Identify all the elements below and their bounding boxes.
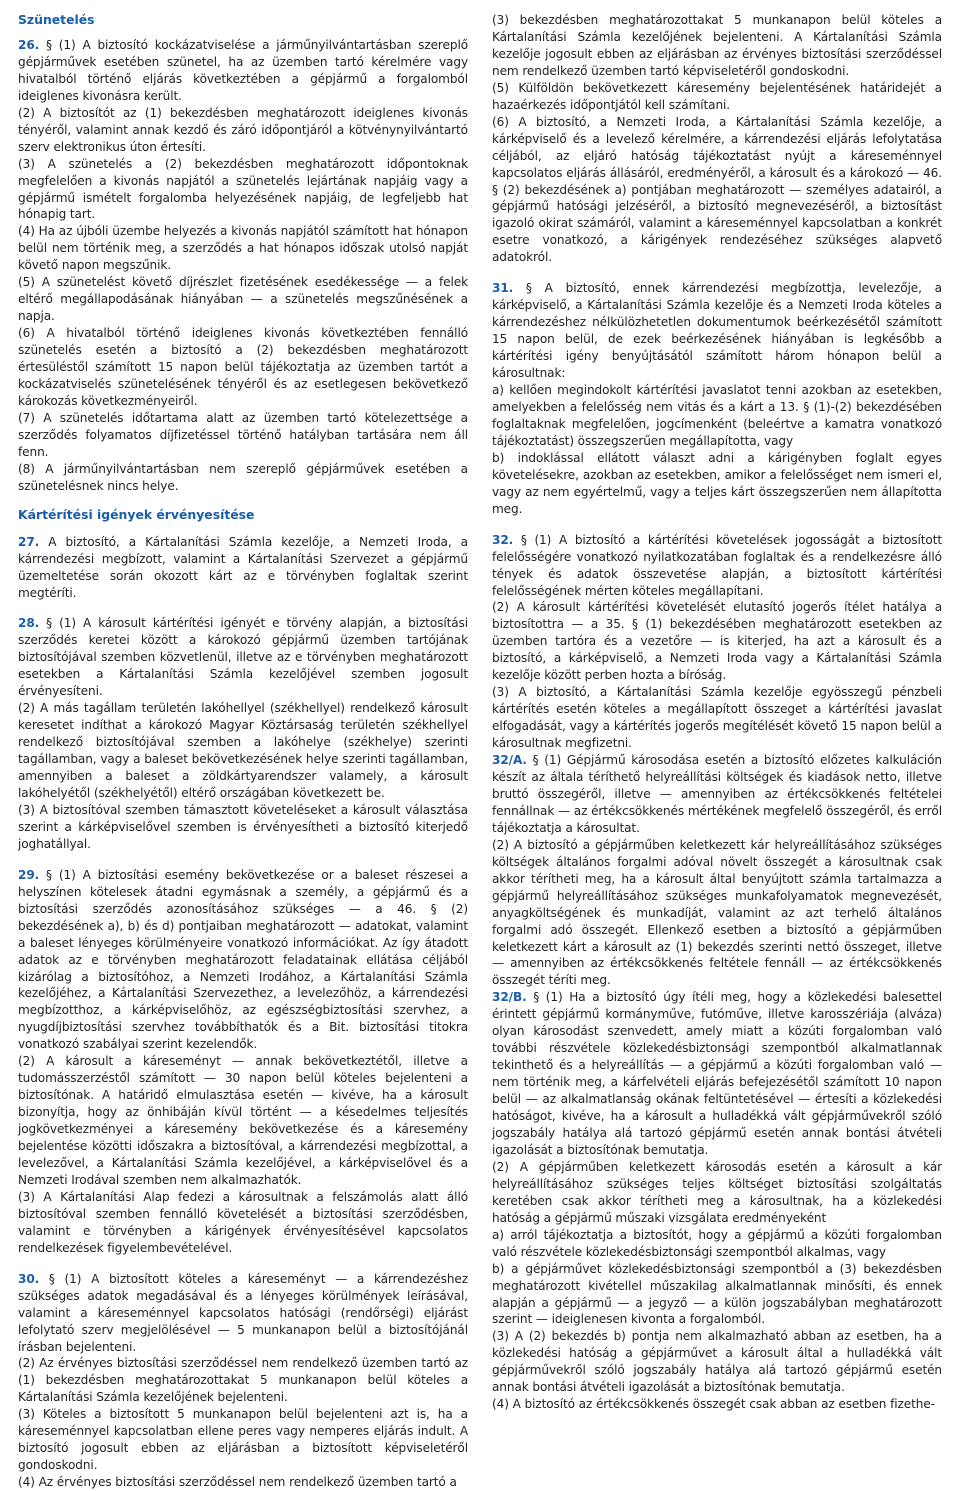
section-26-p1 xyxy=(18,37,468,105)
section-32-p1 xyxy=(492,532,942,600)
section-32-p3: (3) A biztosító, a Kártalanítási Számla kezelője egyösszegű pénzbeli kártérítés esetén köteles a megállapított összeget a kártérítési javaslat elfogadását, vagy a kártérítés jogerős megítélését követő 15 napon belül a károsultnak megfizetni. xyxy=(492,685,942,751)
section-26-p2: (2) A biztosítót az (1) bekezdésben meghatározott ideiglenes kivonás tényéről, valamint annak kezdő és záró időpontjáról a kötvénynyilvántartó szerv elektronikus úton értesíti. xyxy=(18,105,468,154)
section-26-p6: (6) A hivatalból történő ideiglenes kivonás következtében fennálló szünetelés esetén a biztosító a (2) bekezdésben meghatározott értesüléstől számított 15 napon belül tájékoztatja az üzemben tartót a kockázatviselés szünetelésének tényéről és az esetlegesen bekövetkező károkozás következményeiről. xyxy=(18,326,468,408)
section-32-p2: (2) A károsult kártérítési követelését elutasító jogerős ítélet hatálya a biztosítottra — a 35. § (1) bekezdésében meghatározott esetekben az üzemben tartóra és a vezetőre — is kiterjed, ha azt a károsult és a biztosító, a kárképviselő, a Nemzeti Iroda vagy a Kártalanítási Számla kezelője között perben hozta a bíróság. xyxy=(492,600,942,683)
heading-claims: Kártérítési igények érvényesítése xyxy=(18,506,255,522)
section-31-p2: a) kellően megindokolt kártérítési javaslatot tenni azokban az esetekben, amelyekben a felelősség nem vitás és a kárt a 13. § (1)-(2) bekezdésében foglaltaknak megfelelően, jogcímenként (beleértve a kamatra vonatkozó tájékoztatást) összegszerűen megállapította, vagy xyxy=(492,383,942,448)
section-number: 32/B. xyxy=(492,990,527,1005)
heading-suspension: Szünetelés xyxy=(18,12,95,27)
paragraph-text: A biztosító, a Kártalanítási Számla kezelője, a Nemzeti Iroda, a kárrendezési megbízott, valamint a Kártalanítási Szervezet a gépjármű üzemeltetése során okozott kárt az e törvényben foglaltak szerint megtéríti. xyxy=(18,534,468,600)
section-number: 29. xyxy=(18,867,40,882)
paragraph-text: § (1) Ha a biztosító úgy ítéli meg, hogy a közlekedési balesettel érintett gépjármű kormányműve, futóműve, illetve karosszériája (alváza) olyan károsodást szenvedett, amely miatt a közúti forgalomban való további részvétele közlekedésbiztonsági szempontból alkalmatlannak tekinthető és a helyreállítás — a gépjármű a közúti forgalomban való — nem történik meg, a kárfelvételi eljárás befejezésétől számított 10 napon belül — az alkalmatlanság okának feltüntetésével — értesíti a közlekedési hatóságot, kivéve, ha a károsult a hulladékká vált gépjárművekről szóló jogszabály hatálya alá tartozó gépjármű esetén annak bontási átvételi igazolását a biztosítónak bemutatja. xyxy=(492,990,942,1157)
right-column xyxy=(492,12,942,1412)
paragraph-text: § (1) A biztosítási esemény bekövetkezése or a baleset részesei a helyszínen kötelesek átadni egymásnak a személy, a gépjármű és a biztosítási szerződés azonosításához szükséges — a 46. § (2) bekezdésének a), b) és d) pontjaiban meghatározott — adatokat, valamint a baleset lényeges körülményeire vonatkozó információkat. Az így átadott adatok az e törvényben meghatározott feladatainak ellátása céljából kizárólag a biztosítóhoz, a Nemzeti Irodához, a Kártalanítási Számla kezelőjéhez, a Kártalanítási Szervezethez, a levelezőhöz, a kárrendezési megbízotthoz, a kárképviselőhöz, az egészségbiztosítási szervhez, a nyugdíjbiztosítási szervhez továbbíthatók és a Bit. biztosítási titokra vonatkozó szabályai szerint kezelendők. xyxy=(18,867,469,1052)
section-32b-p2: (2) A gépjárműben keletkezett károsodás esetén a károsult a kár helyreállításához szükséges teljes költséget biztosítási szolgáltatás keretében csak akkor térítheti meg a károsultnak, ha a közlekedési hatóság a gépjármű műszaki vizsgálata eredményeként xyxy=(492,1159,942,1225)
section-32b-p1 xyxy=(492,989,942,1159)
section-number: 28. xyxy=(18,616,40,631)
section-30-cont-p2: (5) Külföldön bekövetkezett káresemény bejelentésének határidejét a hazaérkezés időpontjától kell számítani. xyxy=(492,80,942,112)
section-number: 27. xyxy=(18,534,40,549)
section-32b-p4: b) a gépjárművet közlekedésbiztonsági szempontból a (3) bekezdésben meghatározott kivétellel műszakilag alkalmatlannak minősíti, és ennek alapján a gépjármű — a jegyző — a külön jogszabályban meghatározott szerint — ideiglenesen kivonta a forgalomból. xyxy=(492,1261,942,1327)
section-30-p4: (4) Az érvényes biztosítási szerződéssel nem rendelkező üzemben tartó a xyxy=(18,1475,457,1490)
section-30-cont-p1: (3) bekezdésben meghatározottakat 5 munkanapon belül köteles a Kártalanítási Számla kezelőjének bejelenteni. A Kártalanítási Számla kezelője jogosult ebben az eljárásban az érvényes biztosítási szerződéssel nem rendelkező üzemben tartó képviseletéről gondoskodni. xyxy=(492,13,942,78)
paragraph-text: § (1) Gépjármű károsodása esetén a biztosító előzetes kalkuláción készít az általa téríthető helyreállítási költségek és kiadások netto, illetve bruttó összegéről, illetve — amennyiben az értékcsökkenés feltételei fennállnak — az értékcsökkenés mértékének megfelelő összegéről, és erről tájékoztatja a károsultat. xyxy=(492,753,942,835)
section-32b-p6: (4) A biztosító az értékcsökkenés összegét csak abban az esetben fizethe- xyxy=(492,1397,935,1412)
section-26-p5: (5) A szünetelést követő díjrészlet fizetésének esedékessége — a felek eltérő megállapodásának hiányában — a szünetelés megszűnésének a napja. xyxy=(18,275,468,324)
section-31-p1 xyxy=(492,280,942,382)
section-number: 26. xyxy=(18,37,40,52)
section-32a-p2: (2) A biztosító a gépjárműben keletkezett kár helyreállításához szükséges költségek általános forgalmi adóval növelt összegét a károsultnak csak akkor térítheti meg, ha a károsult által benyújtott számla tartalmazza a gépjármű helyreállításához szükséges munkafolyamatok megnevezését, anyagköltségének és munkadíját, valamint az azt terhelő általános forgalmi adó összegét. Ellenkező esetben a biztosító a gépjárműben keletkezett kárt a károsult az (1) bekezdés szerinti nettó összeget, illetve — amennyiben az értékcsökkenés feltétele fennáll — az értékcsökkenés összegét téríti meg. xyxy=(492,837,942,988)
section-number: 32. xyxy=(492,532,514,547)
section-number: 30. xyxy=(18,1271,40,1286)
section-28-p2: (2) A más tagállam területén lakóhellyel (székhellyel) rendelkező károsult keresetet indíthat a károkozó Magyar Köztársaság területén székhellyel rendelkező biztosítójával szemben a lakóhelye (székhelye) szerinti tagállamban, vagy a baleset bekövetkezésének helye szerinti tagállamban, amennyiben a baleset a zöldkártyarendszer valamely, a károsult lakóhelyétől (székhelyétől) eltérő országában következett be. xyxy=(18,701,468,800)
left-column xyxy=(18,12,469,1490)
section-29-p2: (2) A károsult a káreseményt — annak bekövetkeztétől, illetve a tudomásszerzéstől számított — 30 napon belül köteles bejelenteni a biztosítónak. A határidő elmulasztása esetén — kivéve, ha a károsult bizonyítja, hogy az önhibáján kívül történt — a késedelmes teljesítés jogkövetkezményei a káresemény bekövetkezése és a káresemény bejelentése közötti időszakra a biztosítóval, a kárrendezési megbízottal, a levelezővel, a Kártalanítási Számla kezelőjével, a kárképviselővel és a Nemzeti Irodával szemben nem alkalmazhatók. xyxy=(18,1054,468,1187)
paragraph-text: § (1) A biztosító a kártérítési követelések jogosságát a biztosított felelősségére vonatkozó nyilatkozatában foglaltak és a rendelkezésre álló tények és adatok összevetése alapján, a biztosított kártérítési felelősségének mérten köteles megállapítani. xyxy=(492,532,942,598)
section-28-p1 xyxy=(18,615,468,700)
paragraph-text: § (1) A károsult kártérítési igényét e törvény alapján, a biztosítási szerződés keretei között a károkozó gépjármű üzemben tartójának biztosítójával szemben közvetlenül, illetve az e törvényben meghatározott esetekben a Kártalanítási Számla kezelőjével szemben jogosult érvényesíteni. xyxy=(18,616,469,699)
section-26-p7: (7) A szünetelés időtartama alatt az üzemben tartó kötelezettsége a szerződés folyamatos díjfizetéssel történő hatályban tartására nem áll fenn. xyxy=(18,410,468,459)
section-number: 32/A. xyxy=(492,753,527,768)
paragraph-text: § A biztosító, ennek kárrendezési megbízottja, levelezője, a kárképviselő, a Kártalanítási Számla kezelője és a Nemzeti Iroda köteles a kárrendezéshez nélkülözhetetlen dokumentumok beérkezésétől számított 15 napon belül, de ezek beérkezésének hiányában is legkésőbb a kártérítési igény benyújtásától számított három hónapon belül a károsultnak: xyxy=(492,281,942,381)
paragraph-text: § (1) A biztosított köteles a káreseményt — a kárrendezéshez szükséges adatok megadásával és a lényeges körülmények leírásával, valamint a káreseménnyel kapcsolatos hatósági (rendőrségi) eljárást lefolytató szerv megjelölésével — 5 munkanapon belül a biztosítójánál írásban bejelenteni. xyxy=(18,1271,469,1354)
section-32b-p5: (3) A (2) bekezdés b) pontja nem alkalmazható abban az esetben, ha a közlekedési hatóság a gépjárművet a károsult által a hulladékká vált gépjárművekről szóló jogszabály hatálya alá tartozó gépjármű esetén annak bontási átvételi igazolását a biztosítónak bemutatja. xyxy=(492,1329,942,1395)
section-27-p1 xyxy=(18,534,468,602)
section-28-p3: (3) A biztosítóval szemben támasztott követeléseket a károsult választása szerint a kárképviselővel szemben is érvényesítheti a biztosító kiterjedő joghatállyal. xyxy=(18,802,468,851)
section-29-p1 xyxy=(18,867,468,1053)
section-number: 31. xyxy=(492,281,514,296)
section-30-p1 xyxy=(18,1271,468,1356)
section-29-p3: (3) A Kártalanítási Alap fedezi a károsultnak a felszámolás alatt álló biztosítóval szemben fennálló követelését a biztosítási szerződésben, valamint e törvényben a kárigények érvényesítésével kapcsolatos rendelkezések figyelembevételével. xyxy=(18,1189,468,1255)
paragraph-text: § (1) A biztosító kockázatviselése a járműnyilvántartásban szereplő gépjárművek esetében szünetel, ha az üzemben tartó kérelmére vagy hivatalból történő eljárás következtében a gépjármű a forgalomból ideiglenes kivonásra került. xyxy=(18,37,468,103)
section-32a-p1 xyxy=(492,752,942,837)
section-30-cont-p3: (6) A biztosító, a Nemzeti Iroda, a Kártalanítási Számla kezelője, a kárképviselő és a levelező kérelmére, a kárrendezési eljárás lefolytatása céljából, az eljáró hatóság tájékoztatást nyújt a káreseménnyel kapcsolatos eljárás állásáról, eredményéről, a károsult és a károkozó — 46. § (2) bekezdésének a) pontjában meghatározott — személyes adatairól, a gépjármű hatósági jelzéséről, a biztosító megnevezéséről, a biztosítást igazoló okirat számáról, valamint a káreseménnyel kapcsolatban a konkrét esetre vonatkozó, a kárigények rendezéséhez szükséges alapvető adatokról. xyxy=(492,114,942,265)
section-31-p3: b) indoklással ellátott választ adni a kárigényben foglalt egyes követelésekre, azokban az esetekben, amikor a felelősséget nem ismeri el, vagy az nem egyértelmű, vagy a teljes kárt összegszerűen nem állapította meg. xyxy=(492,450,942,516)
section-30-p2: (2) Az érvényes biztosítási szerződéssel nem rendelkező üzemben tartó az (1) bekezdésben meghatározottakat 5 munkanapon belül köteles a Kártalanítási Számla kezelőjének bejelenteni. xyxy=(18,1356,468,1405)
section-26-p3: (3) A szünetelés a (2) bekezdésben meghatározott időpontoknak megfelelően a kivonás napjától a szünetelés lejártának napjáig vagy a gépjármű ismételt forgalomba helyezésének napjáig, de legfeljebb hat hónapig tart. xyxy=(18,156,468,222)
section-26-p8: (8) A járműnyilvántartásban nem szereplő gépjárművek esetében a szünetelésnek nincs helye. xyxy=(18,461,468,493)
section-30-p3: (3) Köteles a biztosított 5 munkanapon belül bejelenteni azt is, ha a káreseménnyel kapcsolatban ellene peres vagy nemperes eljárás indult. A biztosító jogosult ebben az eljárásban a biztosított képviseletéről gondoskodni. xyxy=(18,1407,468,1473)
section-26-p4: (4) Ha az újbóli üzembe helyezés a kivonás napjától számított hat hónapon belül nem történik meg, a szerződés a hat hónapos időszak utolsó napját követő napon megszűnik. xyxy=(18,224,468,273)
section-32b-p3: a) arról tájékoztatja a biztosítót, hogy a gépjármű a közúti forgalomban való részvétele közlekedésbiztonsági szempontból alkalmas, vagy xyxy=(492,1227,942,1259)
